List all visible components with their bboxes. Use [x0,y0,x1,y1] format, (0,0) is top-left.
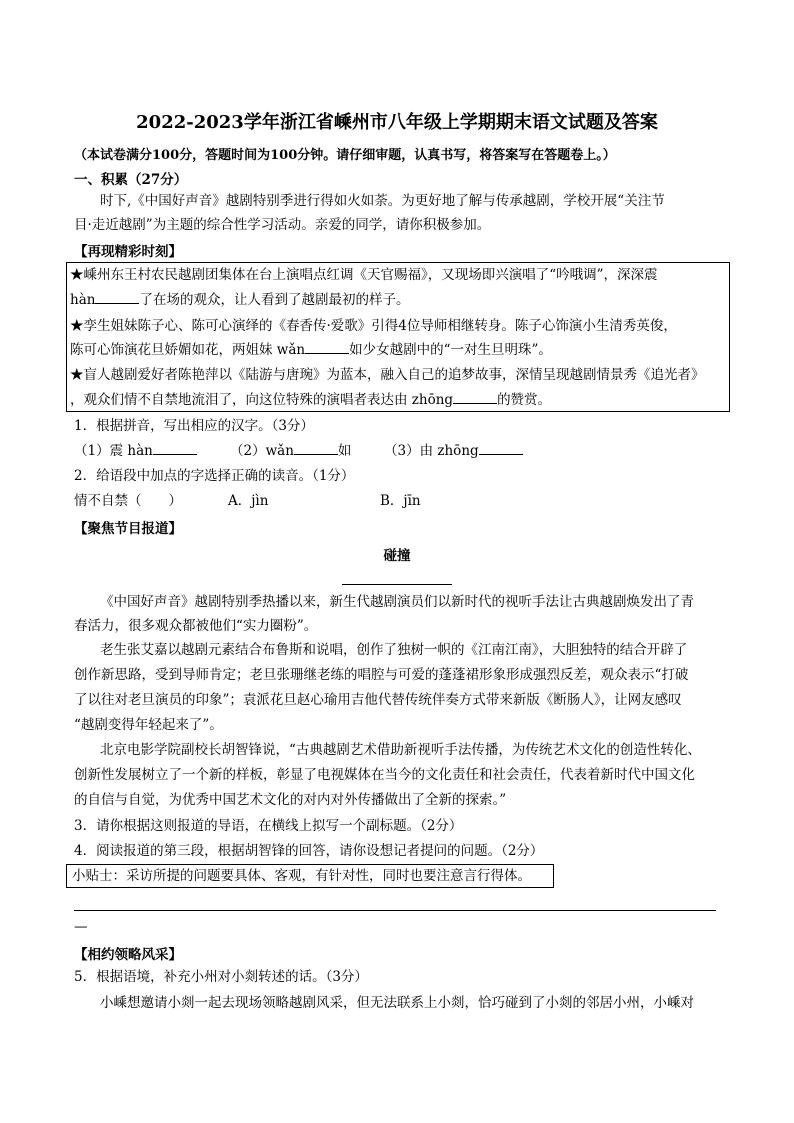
subheading-moments: 【再现精彩时刻】 [74,244,182,260]
pinyin-han: hàn [70,292,96,308]
report-p2-line-1: 老生张艾嘉以越剧元素结合布鲁斯和说唱，创作了独树一帜的《江南江南》，大胆独特的结合开辟了 [100,642,688,658]
question-2: 2．给语段中加点的字选择正确的读音。（1分） [74,468,355,484]
box-line-6-text: ，观众们情不自禁地流泪了，向这位特殊的演唱者表达由 zhōng [70,392,454,408]
report-p3-line-3: 的自信与自觉，为优秀中国艺术文化的对内对外传播做出了全新的探索。” [74,792,507,808]
question-4: 4．阅读报道的第三段，根据胡智锋的回答，请你设想记者提问的问题。（2分） [74,843,544,859]
box-line-4-end: 如少女越剧中的“一对生旦明珠”。 [349,342,552,358]
report-p3-line-1: 北京电影学院副校长胡智锋说，“古典越剧艺术借助新视听手法传播，为传统艺术文化的创造性转化、 [100,742,701,758]
box-line-6 [70,391,551,409]
q1-b-label: （2）wǎn [230,443,294,459]
box-line-4-text: 陈可心饰演花旦娇媚如花，两姐妹 wǎn [70,342,306,358]
option-a[interactable]: A．jìn [228,493,269,509]
option-b[interactable]: B．jīn [380,493,421,509]
tip-text: 小贴士：采访所提的问题要具体、客观，有针对性，同时也要注意言行得体。 [72,868,531,884]
q1-b-end: 如 [337,443,352,459]
report-title: 碰撞 [383,548,411,564]
page-title: 2022-2023学年浙江省嵊州市八年级上学期期末语文试题及答案 [136,112,658,133]
answer-blank[interactable] [479,442,523,455]
answer-blank[interactable] [294,442,338,455]
box-line-5: ★盲人越剧爱好者陈艳萍以《陆游与唐琬》为蓝本，融入自己的追梦故事，深情呈现越剧情景秀《追光者》 [70,367,705,383]
answer-blank[interactable] [153,442,197,455]
subheading-style: 【相约领略风采】 [74,947,182,963]
moments-box [66,262,730,412]
question-3: 3．请你根据这则报道的导语，在横线上拟写一个副标题。（2分） [74,818,463,834]
question-1: 1．根据拼音，写出相应的汉字。（3分） [74,418,314,434]
section-heading: 一、积累（27分） [74,172,188,188]
answer-line[interactable] [74,910,716,911]
intro-line-1: 时下,《中国好声音》越剧特别季进行得如火如荼。为更好地了解与传承越剧，学校开展“关注节 [100,193,665,209]
exam-note: （本试卷满分100分，答题时间为100分钟。请仔细审题，认真书写，将答案写在答题卷上。） [74,148,616,163]
answer-blank[interactable] [453,391,497,404]
question-5-text: 小嵊想邀请小剡一起去现场领略越剧风采，但无法联系上小剡，恰巧碰到了小剡的邻居小州，小嵊对 [100,995,694,1011]
question-1-a [74,442,197,460]
answer-blank[interactable] [95,291,139,304]
report-p1-line-1: 《中国好声音》越剧特别季热播以来，新生代越剧演员们以新时代的视听手法让古典越剧焕发出了青 [100,594,694,610]
report-p1-line-2: 春活力，很多观众都被他们“实力圈粉”。 [74,618,318,634]
question-1-c [384,442,523,460]
report-p2-line-4: “越剧变得年轻起来了”。 [74,717,223,733]
subheading-report: 【聚焦节目报道】 [74,521,182,537]
box-line-3: ★孪生姐妹陈子心、陈可心演绎的《春香传·爱歌》引得4位导师相继转身。陈子心饰演小生清秀英俊， [70,318,677,334]
question-2-word[interactable]: 情不自禁（ ） [74,493,182,509]
box-line-2 [70,291,409,309]
question-5: 5．根据语境，补充小州对小剡转述的话。（3分） [74,969,368,985]
report-p2-line-3: 了以往对老旦演员的印象”；袁派花旦赵心瑜用吉他代替传统伴奏方式带来新版《断肠人》，让网友感叹 [74,692,682,708]
q1-c-label: （3）由 zhōng [384,443,479,459]
box-line-6-end: 的赞赏。 [497,392,552,408]
q1-a-label: （1）震 hàn [74,443,153,459]
subtitle-blank-line[interactable] [342,584,452,585]
report-p2-line-2: 创作新思路，受到导师肯定；老旦张珊继老练的唱腔与可爱的蓬蓬裙形象形成强烈反差，观众表示“打破 [74,667,689,683]
box-line-2-text: 了在场的观众，让人看到了越剧最初的样子。 [139,292,410,308]
report-p3-line-2: 创新性发展树立了一个新的样板，彰显了电视媒体在当今的文化责任和社会责任，代表着新时代中国文化 [74,767,695,783]
box-line-4 [70,341,552,359]
box-line-1: ★嵊州东王村农民越剧团集体在台上演唱点红调《天官赐福》，又现场即兴演唱了“吟哦调”，深深震 [70,267,658,283]
dash-mark: — [74,919,88,935]
intro-line-2: 目·走近越剧”为主题的综合性学习活动。亲爱的同学，请你积极参加。 [74,217,491,233]
question-1-b [230,442,351,460]
answer-blank[interactable] [305,341,349,354]
